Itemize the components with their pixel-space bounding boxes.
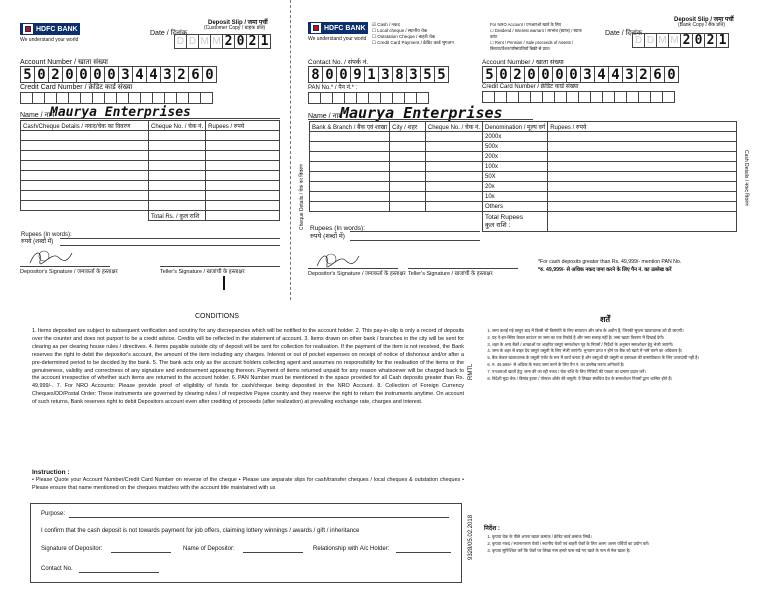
name-underline — [20, 118, 280, 119]
contact-digit[interactable]: 8 — [308, 66, 323, 83]
confirmation-statement: I confirm that the cash deposit is not towards payment for job offers, claiming lottery winnings / awards / gift / inheritance — [41, 528, 360, 534]
purpose-input-line[interactable] — [69, 517, 449, 518]
words-line — [350, 231, 480, 232]
year-cell[interactable]: 1 — [258, 34, 271, 49]
account-digit[interactable]: 5 — [482, 66, 497, 83]
col-city: City / शहर — [390, 122, 426, 132]
contact-digit[interactable]: 3 — [406, 66, 421, 83]
date-cell[interactable]: D — [632, 33, 645, 48]
hindi-condition: 4. जमा के शहर से बाहर देय वस्तुएं वसूली के लिए भेजी जाएंगी। भुगतान प्राप्त न होने पर बैंक को खाते में नामे करने का अधिकार है। — [492, 348, 746, 355]
hindi-instruction-title: निर्देश : — [484, 526, 500, 532]
date-boxes[interactable] — [633, 33, 729, 48]
relationship-label: Relationship with A/c Holder: — [313, 546, 390, 552]
date-cell[interactable]: M — [210, 34, 223, 49]
date-cell[interactable]: D — [644, 33, 657, 48]
date-cell[interactable]: M — [668, 33, 681, 48]
name-label: Name / नाम — [20, 112, 55, 119]
year-cell[interactable]: 2 — [680, 33, 693, 48]
hindi-conditions-list — [484, 328, 746, 382]
denom-row[interactable] — [483, 202, 737, 212]
table-row[interactable] — [310, 152, 483, 162]
date-cell[interactable]: M — [656, 33, 669, 48]
checkbox-cash[interactable]: ☑ Cash / नकद — [372, 22, 400, 27]
contact-label: Contact No. — [41, 566, 73, 572]
contact-digit[interactable]: 0 — [322, 66, 337, 83]
words-line-2 — [350, 240, 480, 241]
contact-label: Contact No. / संपर्क नं. — [308, 59, 369, 66]
pan-note-hindi: *रु. 49,999/- से अधिक नकद जमा करने के लिए पैन नं. का उल्लेख करें — [538, 267, 672, 273]
teller-sig-line — [408, 268, 518, 269]
table-row[interactable] — [310, 162, 483, 172]
account-digit[interactable]: 0 — [566, 66, 581, 83]
table-row[interactable] — [21, 161, 280, 171]
teller-signature-label: Teller's Signature / खजांची के हस्ताक्षर — [160, 269, 245, 275]
table-row[interactable] — [21, 191, 280, 201]
credit-card-boxes[interactable] — [483, 91, 675, 103]
depositor-signature-scribble — [28, 247, 74, 267]
checkbox-label: Rent / Pension / Sale proceeds of Assets / किराया/पेंशन/परिसंपत्तियों बिक्री से प्राप्त — [490, 40, 574, 51]
contact-digit[interactable]: 8 — [392, 66, 407, 83]
account-digit[interactable]: 0 — [90, 66, 105, 83]
hindi-condition: 5. बैंक केवल खाताधारक के वसूली एजेंट के रूप में कार्य करता है और वस्तुओं की वसूली या हस्ताक्षर की वास्तविकता के लिए उत्तरदायी नहीं है। — [492, 355, 746, 362]
nro-note: For NRO Account / एनआरओ खाते के लिए — [490, 22, 562, 27]
col-cheque-no: Cheque No. / चेक नं. — [425, 122, 482, 132]
account-digit[interactable]: 0 — [524, 66, 539, 83]
purpose-label: Purpose: — [41, 511, 66, 517]
contact-number-boxes[interactable] — [309, 66, 449, 83]
denom-row[interactable] — [483, 192, 737, 202]
account-digit[interactable]: 0 — [664, 66, 679, 83]
name-value[interactable]: Maurya Enterprises — [50, 105, 191, 120]
slip-title: Deposit Slip / जमा पर्ची — [674, 17, 734, 23]
account-digit[interactable]: 0 — [76, 66, 91, 83]
purpose-box — [30, 503, 462, 583]
denom-row[interactable] — [483, 132, 737, 142]
col-cash-cheque: Cash/Cheque Details / नकद/चेक का विवरण — [21, 121, 149, 131]
account-digit[interactable]: 4 — [594, 66, 609, 83]
account-label: Account Number / खाता संख्या — [482, 59, 564, 66]
table-row[interactable] — [21, 201, 280, 211]
table-row[interactable] — [21, 151, 280, 161]
checkbox-label: Outstation Cheque / बाहरी चेक — [377, 34, 436, 39]
year-cell[interactable]: 1 — [716, 33, 729, 48]
nro-section — [490, 22, 582, 52]
checkbox-outstation[interactable]: ☐ Outstation Cheque / बाहरी चेक — [372, 34, 436, 39]
hindi-condition: 1. जमा कराई गई वस्तुएं बाद में किसी भी विसंगति के लिए सत्यापन और जांच के अधीन हैं, जिनकी सूचना खाताधारक को दी जाएगी। — [492, 328, 746, 335]
year-cell[interactable]: 0 — [234, 34, 247, 49]
words-label-hindi: रुपये (शब्दों में) — [310, 233, 345, 240]
total-label-hindi: कुल राशि : — [485, 221, 511, 229]
total-label: Total Rupees — [485, 213, 523, 221]
printer-code: RMTL — [468, 363, 474, 380]
account-label: Account Number / खाता संख्या — [20, 59, 108, 66]
checkbox-label: Local cheque / स्थानीय चेक — [377, 28, 428, 33]
account-digit[interactable]: 4 — [608, 66, 623, 83]
total-value[interactable] — [206, 211, 280, 221]
col-denomination: Denomination / मूल्य वर्ग — [483, 122, 548, 132]
contact-digit[interactable]: 3 — [378, 66, 393, 83]
total-value[interactable] — [548, 212, 737, 232]
table-row[interactable] — [310, 182, 483, 192]
hindi-conditions-title: शर्तें — [600, 315, 610, 324]
year-cell[interactable]: 0 — [692, 33, 705, 48]
contact-digit[interactable]: 0 — [336, 66, 351, 83]
account-digit[interactable]: 3 — [622, 66, 637, 83]
account-digit[interactable]: 2 — [48, 66, 63, 83]
cash-details-side-label: Cash Details / नकद विवरण — [743, 150, 749, 206]
year-cell[interactable]: 2 — [246, 34, 259, 49]
name-label: Name / नाम — [308, 113, 343, 120]
denom-500: 500x — [483, 142, 548, 152]
total-cell — [483, 212, 548, 232]
table-row[interactable] — [310, 132, 483, 142]
checkbox-rent[interactable]: ☐ Rent / Pension / Sale proceeds of Assets / किराया/पेंशन/परिसंपत्तियों बिक्री से प्राप्त — [490, 40, 574, 51]
denom-row[interactable] — [483, 152, 737, 162]
account-digit[interactable]: 2 — [174, 66, 189, 83]
checkbox-label: Cash / नकद — [377, 22, 400, 27]
account-digit[interactable]: 4 — [146, 66, 161, 83]
name-depositor-label: Name of Depositor: — [183, 546, 235, 552]
account-digit[interactable]: 4 — [132, 66, 147, 83]
denom-row[interactable] — [483, 172, 737, 182]
account-digit[interactable]: 6 — [650, 66, 665, 83]
depositor-signature-label: Depositor's Signature / जमाकर्ता के हस्ताक्षर — [20, 269, 118, 275]
hindi-condition: 6. रु. 49,999/- से अधिक के नकद जमा करने के लिए पैन नं. का उल्लेख करना अनिवार्य है। — [492, 362, 746, 369]
denom-2000: 2000x — [483, 132, 548, 142]
account-digit[interactable]: 6 — [188, 66, 203, 83]
depositor-signature-scribble — [315, 250, 361, 270]
checkbox-dividend[interactable]: ☐ Dividend / Interest warrant / लाभांश (ब्याज) / ब्याज वारंट — [490, 28, 582, 39]
denom-200: 200x — [483, 152, 548, 162]
account-digit[interactable]: 0 — [552, 66, 567, 83]
hindi-condition: 2. यह पे-इन-स्लिप केवल काउंटर पर जमा का एक रिकॉर्ड है और जमा सलाह नहीं है। जमा खाता विवरण में दिखाई देगी। — [492, 335, 746, 342]
form-code: 9328/05.02.2018 — [468, 514, 474, 560]
col-cheque-no: Cheque No. / चेक नं. — [149, 121, 206, 131]
deposit-type-checkboxes — [372, 22, 454, 46]
conditions-body: 1. Items deposited are subject to subsequent verification and scrutiny for any discrepancies which will be notified to the account holder. 2. This pay-in-slip is only a record of deposits over the counter and does not purport to be a credit advice. Credits will be reflected in the statement of account. 3. Items drawn on other bank / branches in the city will be sent for clearing as per clearing house rules / directives. 4. Items payable outside city of deposit will be sent for collection for realisation. If the payment of the item is not received, the Bank reserves the right to debit the depositor's account, the amount of the item including any charges. Interest or out of pocket expenses on receipt of notice of dishonour and/or after a pre-determined period to be decided by the bank. 5. The bank acts only as the account holders collecting agent and assumes no responsibility for the realisation of the items or the genuineness, validity and correctness of any signature and endorsement appearing thereon. Payment of items returned unpaid for any reason whatsoever will be charged back to the account irrespective of whether such items are returned to the account holder. 6. PAN Number must be mentioned in the space provided for all Cash deposits greater than Rs. 49,999/-. 7. For NRO Accounts: Please provide proof of eligibility of funds for cash/cheque being deposited in the NRO Account. 8. Collection of Foreign Currency Cheques/DD/Postal Order: These instruments are governed by clearing rules / of respective Payee country and they reserve the right to return the instruments anytime. On account of such returns, Bank reserves right to debit Depositors account even after crediting of proceeds (after realization) at prevailing exchange rate, charges and interest. — [32, 328, 464, 406]
contact-input-line[interactable] — [79, 572, 159, 573]
denomination-table — [482, 121, 737, 232]
account-digit[interactable]: 0 — [202, 66, 217, 83]
denom-row[interactable] — [483, 142, 737, 152]
pan-boxes[interactable] — [309, 92, 429, 104]
name-input-line[interactable] — [243, 552, 303, 553]
date-cell[interactable]: D — [186, 34, 199, 49]
perforation-line — [290, 0, 291, 300]
slip-title: Deposit Slip / जमा पर्ची — [208, 20, 268, 26]
checkbox-label: Dividend / Interest warrant / लाभांश (ब्याज) / ब्याज वारंट — [490, 28, 582, 39]
col-rupees: Rupees / रुपये — [548, 122, 737, 132]
signature-input-line[interactable] — [111, 552, 171, 553]
relationship-input-line[interactable] — [396, 552, 451, 553]
date-cell[interactable]: M — [198, 34, 211, 49]
conditions-title: CONDITIONS — [195, 313, 239, 320]
date-label: Date / दिनांक — [605, 30, 643, 37]
year-cell[interactable]: 2 — [222, 34, 235, 49]
denom-20: 20x — [483, 182, 548, 192]
table-row[interactable] — [21, 171, 280, 181]
col-bank-branch: Bank & Branch / बैंक एवं शाखा — [310, 122, 390, 132]
account-number-boxes[interactable] — [21, 66, 217, 83]
credit-card-label: Credit Card Number / क्रेडिट कार्ड संख्या — [20, 84, 133, 91]
denom-100: 100x — [483, 162, 548, 172]
words-label: Rupees (In words): — [310, 225, 365, 232]
denom-others: Others — [483, 202, 548, 212]
depositor-sig-line — [20, 266, 110, 267]
bank-logo-icon — [23, 24, 33, 34]
bank-tagline: We understand your world — [20, 37, 79, 43]
name-value[interactable]: Maurya Enterprises — [340, 104, 503, 122]
name-underline — [308, 119, 533, 120]
table-row[interactable] — [310, 142, 483, 152]
hindi-instruction: 1. कृपया चेक के पीछे अपना खाता क्रमांक / क्रेडिट कार्ड क्रमांक लिखें। — [492, 534, 746, 541]
bank-name: HDFC BANK — [36, 25, 78, 33]
hdfc-logo — [20, 23, 80, 35]
account-digit[interactable]: 0 — [34, 66, 49, 83]
date-boxes[interactable] — [175, 34, 271, 49]
hindi-condition: 3. शहर के अन्य बैंकों / शाखाओं पर आहरित वस्तुएं समाशोधन गृह के नियमों / निर्देशों के अनुसार समाशोधन हेतु भेजी जाएंगी। — [492, 342, 746, 349]
table-row[interactable] — [21, 131, 280, 141]
contact-digit[interactable]: 9 — [350, 66, 365, 83]
teller-sig-line — [160, 266, 280, 267]
account-digit[interactable]: 3 — [580, 66, 595, 83]
cheque-details-side-label: Cheque Details / चेक का विवरण — [299, 164, 305, 230]
contact-digit[interactable]: 1 — [364, 66, 379, 83]
bank-tagline: We understand your world — [308, 36, 367, 42]
date-cell[interactable]: D — [174, 34, 187, 49]
account-digit[interactable]: 3 — [118, 66, 133, 83]
words-label: Rupees (In words): — [21, 232, 72, 238]
account-number-boxes[interactable] — [483, 66, 679, 83]
table-row[interactable] — [310, 172, 483, 182]
year-cell[interactable]: 2 — [704, 33, 717, 48]
account-digit[interactable]: 3 — [160, 66, 175, 83]
account-digit[interactable]: 0 — [538, 66, 553, 83]
cash-cheque-table — [20, 120, 280, 221]
pan-note: *For cash deposits greater than Rs. 49,999/- mention PAN No. — [538, 259, 682, 265]
hindi-condition: 7. एनआरओ खातों हेतु: जमा की जा रही नकद / चेक राशि के लिए निधियों की पात्रता का प्रमाण प्रदान करें। — [492, 369, 746, 376]
account-digit[interactable]: 0 — [62, 66, 77, 83]
credit-card-label: Credit Card Number / क्रेडिट कार्ड संख्या — [482, 84, 579, 90]
table-row[interactable] — [310, 202, 483, 212]
teller-signature-label: Teller's Signature / खजांची के हस्ताक्षर — [408, 271, 493, 277]
checkbox-local-cheque[interactable]: ☐ Local cheque / स्थानीय चेक — [372, 28, 428, 33]
table-row[interactable] — [21, 181, 280, 191]
bank-logo-icon — [311, 23, 321, 33]
account-digit[interactable]: 0 — [496, 66, 511, 83]
words-line — [60, 238, 280, 239]
slip-copy-label: (Bank Copy / बैंक प्रति) — [678, 22, 726, 28]
checkbox-label: Credit Card Payment / क्रेडिट कार्ड भुगतान — [377, 40, 454, 45]
hindi-instruction-list — [484, 534, 746, 554]
col-rupees: Rupees / रुपये — [206, 121, 280, 131]
depositor-signature-label: Depositor's Signature / जमाकर्ता के हस्ताक्षर — [308, 271, 406, 277]
contact-digit[interactable]: 5 — [434, 66, 449, 83]
account-digit[interactable]: 2 — [510, 66, 525, 83]
words-label-hindi: रुपये (शब्दों में) — [21, 239, 54, 245]
signature-depositor-label: Signature of Depositor: — [41, 546, 103, 552]
hindi-instruction: 3. कृपया सुनिश्चित करें कि चेकों पर लिखा नाम हमारे पास रखे गए खाते के नाम से मेल खाता है। — [492, 548, 746, 555]
table-row[interactable] — [310, 192, 483, 202]
bank-name: HDFC BANK — [324, 24, 366, 32]
table-row[interactable] — [21, 141, 280, 151]
words-line-2 — [60, 245, 280, 246]
pan-label: PAN No.* / पैन नं.* : — [308, 85, 358, 91]
instruction-title: Instruction : — [32, 469, 70, 476]
hindi-instruction: 2. कृपया नकद / स्थानान्तरण चेकों / स्थानीय चेकों एवं बाहरी चेकों के लिए अलग अलग पर्चियों का प्रयोग करें। — [492, 541, 746, 548]
account-digit[interactable]: 5 — [20, 66, 35, 83]
cheque-details-table — [309, 121, 483, 212]
denom-row[interactable] — [483, 182, 737, 192]
account-digit[interactable]: 2 — [636, 66, 651, 83]
hdfc-logo-bank-copy — [308, 22, 368, 34]
tear-mark — [223, 276, 225, 290]
slip-copy-label: (Customer Copy / ग्राहक प्रति) — [204, 25, 266, 31]
denom-10: 10x — [483, 192, 548, 202]
account-digit[interactable]: 0 — [104, 66, 119, 83]
denom-50: 50X — [483, 172, 548, 182]
contact-digit[interactable]: 5 — [420, 66, 435, 83]
denom-row[interactable] — [483, 162, 737, 172]
depositor-sig-line — [308, 268, 398, 269]
date-label: Date / दिनांक — [150, 30, 188, 37]
total-label: Total Rs. / कुल राशि — [149, 211, 206, 221]
instruction-body: • Please Quote your Account Number/Credit Card Number on reverse of the cheque • Please use separate slips for cash/transfer cheques / local cheques & outstation cheques • Please ensure that name mentioned on the cheques matches with the account title maintained with us — [32, 477, 464, 491]
hindi-condition: 8. विदेशी मुद्रा चेक / डिमांड ड्राफ्ट / पोस्टल ऑर्डर की वसूली: ये लिखत संबंधित देश के समाशोधन नियमों द्वारा शासित होते हैं। — [492, 376, 746, 383]
credit-card-boxes[interactable] — [21, 92, 213, 104]
checkbox-credit-card[interactable]: ☐ Credit Card Payment / क्रेडिट कार्ड भुगतान — [372, 40, 454, 45]
